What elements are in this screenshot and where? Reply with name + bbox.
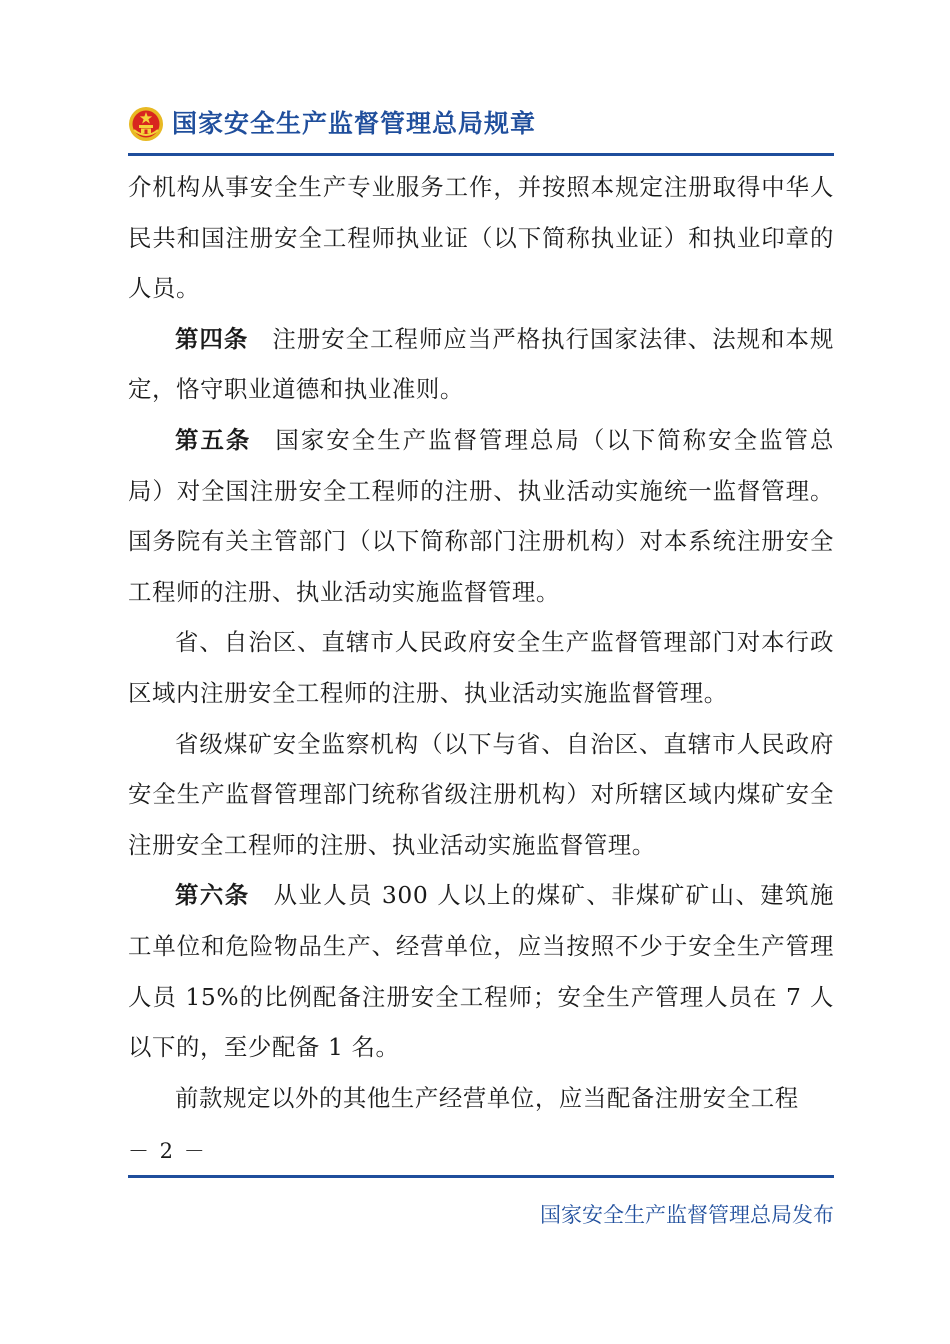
paragraph-text: 从业人员 300 人以上的煤矿、非煤矿矿山、建筑施工单位和危险物品生产、经营单位，应当按照不少于安全生产管理人员 15%的比例配备注册安全工程师；安全生产管理人员在 7 人以下的，至少配备 1 名。	[128, 881, 834, 1062]
paragraph-text: 注册安全工程师应当严格执行国家法律、法规和本规定，恪守职业道德和执业准则。	[128, 324, 834, 404]
article-paragraph	[128, 415, 834, 617]
paragraph	[128, 1073, 834, 1124]
paragraph	[128, 162, 834, 314]
article-paragraph	[128, 314, 834, 415]
document-body	[128, 162, 834, 1123]
article-number: 第四条	[175, 324, 249, 353]
header-title: 国家安全生产监督管理总局规章	[172, 109, 537, 138]
article-paragraph	[128, 870, 834, 1072]
article-number: 第六条	[175, 881, 250, 910]
paragraph	[128, 617, 834, 718]
national-emblem-icon	[128, 106, 164, 142]
page-header	[128, 100, 834, 150]
paragraph-text: 介机构从事安全生产专业服务工作，并按照本规定注册取得中华人民共和国注册安全工程师执业证（以下简称执业证）和执业印章的人员。	[128, 173, 834, 303]
paragraph-text: 国家安全生产监督管理总局（以下简称安全监管总局）对全国注册安全工程师的注册、执业活动实施统一监督管理。国务院有关主管部门（以下简称部门注册机构）对本系统注册安全工程师的注册、执业活动实施监督管理。	[128, 425, 834, 606]
paragraph-text: 省级煤矿安全监察机构（以下与省、自治区、直辖市人民政府安全生产监督管理部门统称省级注册机构）对所辖区域内煤矿安全注册安全工程师的注册、执业活动实施监督管理。	[128, 729, 834, 859]
footer-divider	[128, 1175, 834, 1178]
paragraph	[128, 719, 834, 871]
footer-publisher: 国家安全生产监督管理总局发布	[540, 1203, 834, 1227]
paragraph-text: 前款规定以外的其他生产经营单位，应当配备注册安全工程	[175, 1083, 799, 1112]
header-divider	[128, 153, 834, 156]
page-number: － 2 －	[128, 1139, 207, 1163]
article-number: 第五条	[175, 425, 252, 454]
paragraph-text: 省、自治区、直辖市人民政府安全生产监督管理部门对本行政区域内注册安全工程师的注册、执业活动实施监督管理。	[128, 628, 834, 707]
